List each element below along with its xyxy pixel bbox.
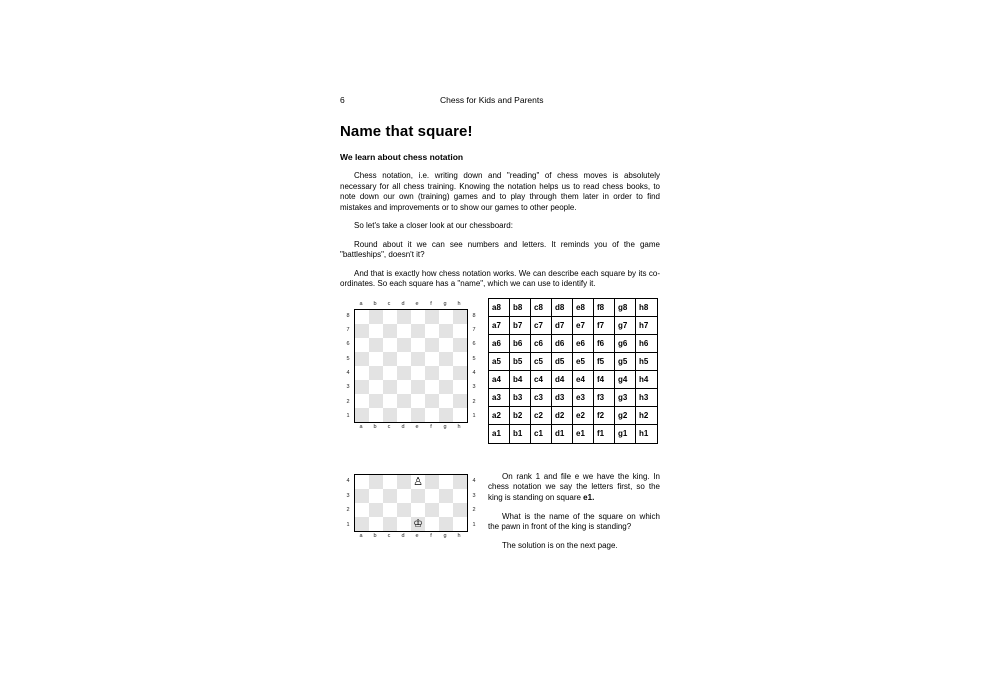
square-name-cell: g1 xyxy=(615,425,636,443)
board-square xyxy=(439,324,453,338)
board-square xyxy=(439,408,453,422)
page-number: 6 xyxy=(340,95,345,105)
board-square xyxy=(383,489,397,503)
board-square xyxy=(453,489,467,503)
square-name-cell: e5 xyxy=(573,353,594,371)
board-square xyxy=(425,310,439,324)
square-name-cell: c3 xyxy=(531,389,552,407)
board-square xyxy=(369,380,383,394)
rank-label: 2 xyxy=(346,507,350,514)
board-square xyxy=(439,366,453,380)
square-name-cell: g2 xyxy=(615,407,636,425)
square-name-cell: e8 xyxy=(573,299,594,317)
board-square xyxy=(397,310,411,324)
square-name-cell: h6 xyxy=(636,335,657,353)
board-square xyxy=(383,366,397,380)
square-name-cell: h4 xyxy=(636,371,657,389)
board-square xyxy=(355,489,369,503)
board-square xyxy=(453,352,467,366)
file-label: d xyxy=(401,301,405,308)
square-name-cell: e4 xyxy=(573,371,594,389)
chessboard-small xyxy=(342,474,480,541)
board-square xyxy=(425,408,439,422)
square-name-cell: f6 xyxy=(594,335,615,353)
board-square xyxy=(355,503,369,517)
page-title: Name that square! xyxy=(340,123,473,140)
page-header xyxy=(340,95,660,105)
square-name-cell: d7 xyxy=(552,317,573,335)
board-square xyxy=(439,352,453,366)
board-square xyxy=(369,475,383,489)
file-label: e xyxy=(415,533,419,540)
board-square xyxy=(355,338,369,352)
rank-label: 1 xyxy=(346,412,350,419)
square-name-cell: d6 xyxy=(552,335,573,353)
square-names-table xyxy=(488,298,658,444)
board-square xyxy=(425,324,439,338)
file-label: d xyxy=(401,424,405,431)
rank-label: 4 xyxy=(472,477,476,484)
square-name-cell: h7 xyxy=(636,317,657,335)
body-paragraph: The solution is on the next page. xyxy=(502,540,618,550)
board-square xyxy=(355,408,369,422)
square-name-cell: h1 xyxy=(639,429,649,439)
board-square xyxy=(453,380,467,394)
square-name-cell: e6 xyxy=(573,335,594,353)
file-label: c xyxy=(387,533,391,540)
board-square xyxy=(453,310,467,324)
board-square xyxy=(411,352,425,366)
square-name-cell: h5 xyxy=(636,353,657,371)
white-pawn-icon: ♙ xyxy=(413,475,423,488)
square-name-cell: h2 xyxy=(636,407,657,425)
board-square xyxy=(369,394,383,408)
board-square xyxy=(369,310,383,324)
board-square xyxy=(383,394,397,408)
board-squares xyxy=(354,309,468,423)
board-square xyxy=(439,489,453,503)
board-square xyxy=(355,310,369,324)
board-square xyxy=(383,338,397,352)
rank-label: 8 xyxy=(472,312,476,319)
board-square xyxy=(453,394,467,408)
board-square xyxy=(439,475,453,489)
board-square xyxy=(411,475,425,489)
rank-label: 6 xyxy=(472,341,476,348)
rank-labels-left-small xyxy=(342,474,354,532)
rank-label: 3 xyxy=(472,384,476,391)
square-name-cell: e2 xyxy=(573,407,594,425)
file-label: h xyxy=(457,533,461,540)
board-square xyxy=(425,475,439,489)
square-name-cell: f7 xyxy=(594,317,615,335)
square-name-cell: d4 xyxy=(552,371,573,389)
square-name-cell: d1 xyxy=(552,425,573,443)
board-square xyxy=(369,408,383,422)
square-name-cell: d2 xyxy=(552,407,573,425)
board-square xyxy=(383,408,397,422)
board-square xyxy=(369,489,383,503)
square-name-cell: g7 xyxy=(615,317,636,335)
file-labels-bottom-small xyxy=(354,532,480,541)
section-subtitle: We learn about chess notation xyxy=(340,152,464,162)
board-square xyxy=(369,338,383,352)
square-name-cell: a6 xyxy=(489,335,510,353)
square-name-cell: e3 xyxy=(573,389,594,407)
square-name-cell: g8 xyxy=(615,299,636,317)
file-label: b xyxy=(373,533,377,540)
rank-label: 1 xyxy=(346,521,350,528)
square-name-cell: a2 xyxy=(489,407,510,425)
square-name-cell: f8 xyxy=(594,299,615,317)
board-square xyxy=(355,380,369,394)
square-name-cell: c5 xyxy=(531,353,552,371)
body-paragraph: So let's take a closer look at our chessboard: xyxy=(354,221,513,231)
square-name-cell: a5 xyxy=(489,353,510,371)
square-name-cell: b1 xyxy=(510,425,531,443)
board-square xyxy=(397,489,411,503)
board-square xyxy=(397,394,411,408)
white-king-icon: ♔ xyxy=(413,517,423,530)
board-square xyxy=(383,324,397,338)
square-name-cell: c2 xyxy=(531,407,552,425)
board-middle xyxy=(342,309,480,423)
board-square xyxy=(397,503,411,517)
rank-label: 8 xyxy=(346,312,350,319)
board-square xyxy=(439,380,453,394)
board-square xyxy=(397,517,411,531)
rank-label: 1 xyxy=(472,412,476,419)
board-square xyxy=(439,394,453,408)
figure-row-bottom xyxy=(340,472,660,562)
board-square xyxy=(397,408,411,422)
board-square xyxy=(425,489,439,503)
board-square xyxy=(355,475,369,489)
rank-label: 4 xyxy=(346,370,350,377)
body-paragraph: And that is exactly how chess notation works. We can describe each square by its co-ordinates. So each square has a "name", which we can use to identify it. xyxy=(340,268,660,289)
board-square xyxy=(397,380,411,394)
square-name-cell: b4 xyxy=(510,371,531,389)
square-name-cell: a4 xyxy=(489,371,510,389)
square-name-cell: e7 xyxy=(573,317,594,335)
board-square xyxy=(383,380,397,394)
square-name-cell: b7 xyxy=(510,317,531,335)
board-square xyxy=(397,352,411,366)
square-name-cell: h8 xyxy=(636,299,657,317)
board-square xyxy=(411,394,425,408)
rank-label: 7 xyxy=(472,327,476,334)
file-label: b xyxy=(373,301,377,308)
body-paragraph: What is the name of the square on which the pawn in front of the king is standing? xyxy=(488,511,660,532)
rank-label: 3 xyxy=(346,384,350,391)
rank-label: 2 xyxy=(472,507,476,514)
board-square xyxy=(453,366,467,380)
square-name-cell: b2 xyxy=(510,407,531,425)
board-square xyxy=(425,366,439,380)
body-paragraph: Round about it we can see numbers and letters. It reminds you of the game "battleships", doesn't it? xyxy=(340,239,660,260)
board-square xyxy=(425,380,439,394)
rank-labels-right-small xyxy=(468,474,480,532)
file-label: d xyxy=(401,533,405,540)
board-square xyxy=(397,324,411,338)
square-name-cell: f3 xyxy=(594,389,615,407)
board-square xyxy=(369,324,383,338)
board-square xyxy=(425,352,439,366)
board-square xyxy=(411,380,425,394)
square-name-cell: f2 xyxy=(594,407,615,425)
board-square xyxy=(411,503,425,517)
square-name-cell: h3 xyxy=(636,389,657,407)
square-name-cell: a3 xyxy=(489,389,510,407)
rank-labels-left xyxy=(342,309,354,423)
rank-label: 1 xyxy=(472,521,476,528)
rank-label: 2 xyxy=(472,398,476,405)
board-square xyxy=(383,503,397,517)
square-name-cell: d3 xyxy=(552,389,573,407)
square-name-cell: g4 xyxy=(615,371,636,389)
rank-label: 4 xyxy=(346,477,350,484)
board-square xyxy=(411,489,425,503)
file-label: a xyxy=(359,301,363,308)
square-name-cell: b6 xyxy=(510,335,531,353)
board-square xyxy=(411,408,425,422)
board-square xyxy=(383,475,397,489)
board-square xyxy=(369,517,383,531)
square-name-cell: c6 xyxy=(531,335,552,353)
body-paragraph xyxy=(488,472,660,504)
file-labels-top xyxy=(354,300,480,309)
file-label: g xyxy=(443,533,447,540)
square-name-cell: f5 xyxy=(594,353,615,371)
rank-label: 2 xyxy=(346,398,350,405)
board-square xyxy=(453,338,467,352)
document-page xyxy=(340,95,660,562)
square-name-cell: c8 xyxy=(531,299,552,317)
file-label: a xyxy=(359,533,363,540)
file-label: c xyxy=(387,301,391,308)
board-square xyxy=(355,352,369,366)
board-middle-small xyxy=(342,474,480,532)
board-square xyxy=(397,338,411,352)
file-label: h xyxy=(457,301,461,308)
rank-label: 5 xyxy=(346,355,350,362)
square-name-cell: a7 xyxy=(489,317,510,335)
board-square xyxy=(369,352,383,366)
square-name-cell: e1 xyxy=(573,425,594,443)
chessboard-full xyxy=(342,300,480,432)
square-name-cell: d5 xyxy=(552,353,573,371)
square-name-cell: b3 xyxy=(510,389,531,407)
board-square xyxy=(383,352,397,366)
square-name-cell: g5 xyxy=(615,353,636,371)
square-name-cell: c7 xyxy=(531,317,552,335)
lower-text-column xyxy=(488,472,660,559)
board-square xyxy=(383,310,397,324)
file-label: f xyxy=(430,301,432,308)
square-highlight: e1. xyxy=(583,493,595,503)
board-square xyxy=(425,338,439,352)
board-square xyxy=(355,517,369,531)
body-paragraph: Chess notation, i.e. writing down and "reading" of chess moves is absolutely necessary for all chess training. Knowing the notation helps us to read chess books, to note down our own (training) games and to play through them later in order to find mistakes and improvements or to show our games to other people. xyxy=(340,171,660,212)
rank-labels-right xyxy=(468,309,480,423)
square-name-cell: g3 xyxy=(615,389,636,407)
file-label: e xyxy=(415,301,419,308)
board-square xyxy=(397,475,411,489)
board-square xyxy=(383,517,397,531)
file-label: f xyxy=(430,424,432,431)
square-name-cell: d8 xyxy=(552,299,573,317)
square-name-cell: b5 xyxy=(510,353,531,371)
board-square xyxy=(425,394,439,408)
rank-label: 5 xyxy=(472,355,476,362)
square-name-cell: b8 xyxy=(510,299,531,317)
file-label: g xyxy=(443,301,447,308)
book-title: Chess for Kids and Parents xyxy=(440,95,544,105)
file-label: f xyxy=(430,533,432,540)
square-name-cell: f4 xyxy=(594,371,615,389)
board-square xyxy=(355,324,369,338)
rank-label: 4 xyxy=(472,370,476,377)
square-name-cell: c4 xyxy=(531,371,552,389)
board-square xyxy=(425,517,439,531)
board-square xyxy=(453,475,467,489)
board-square xyxy=(453,408,467,422)
board-square xyxy=(411,310,425,324)
board-square xyxy=(439,517,453,531)
square-name-cell: g6 xyxy=(615,335,636,353)
square-name-cell: a8 xyxy=(489,299,510,317)
file-label: g xyxy=(443,424,447,431)
board-square xyxy=(453,517,467,531)
rank-label: 6 xyxy=(346,341,350,348)
file-label: b xyxy=(373,424,377,431)
file-label: e xyxy=(415,424,419,431)
file-label: c xyxy=(387,424,391,431)
board-square xyxy=(425,503,439,517)
board-square xyxy=(439,310,453,324)
square-name-cell: c1 xyxy=(531,425,552,443)
square-name-cell: a1 xyxy=(489,425,510,443)
board-square xyxy=(411,324,425,338)
board-square xyxy=(453,324,467,338)
file-label: a xyxy=(359,424,363,431)
file-labels-bottom xyxy=(354,423,480,432)
board-square xyxy=(397,366,411,380)
board-square xyxy=(369,503,383,517)
board-square xyxy=(439,503,453,517)
paragraph-text: On rank 1 and file e we have the king. In chess notation we say the letters first, so the king is standing on square xyxy=(488,471,660,503)
board-square xyxy=(355,394,369,408)
board-square xyxy=(411,517,425,531)
figure-row-top xyxy=(340,298,660,458)
board-square xyxy=(453,503,467,517)
board-square xyxy=(439,338,453,352)
square-name-cell: f1 xyxy=(594,425,615,443)
board-square xyxy=(411,366,425,380)
rank-label: 3 xyxy=(472,492,476,499)
board-square xyxy=(355,366,369,380)
board-squares-small xyxy=(354,474,468,532)
rank-label: 7 xyxy=(346,327,350,334)
rank-label: 3 xyxy=(346,492,350,499)
board-square xyxy=(369,366,383,380)
file-label: h xyxy=(457,424,461,431)
board-square xyxy=(411,338,425,352)
